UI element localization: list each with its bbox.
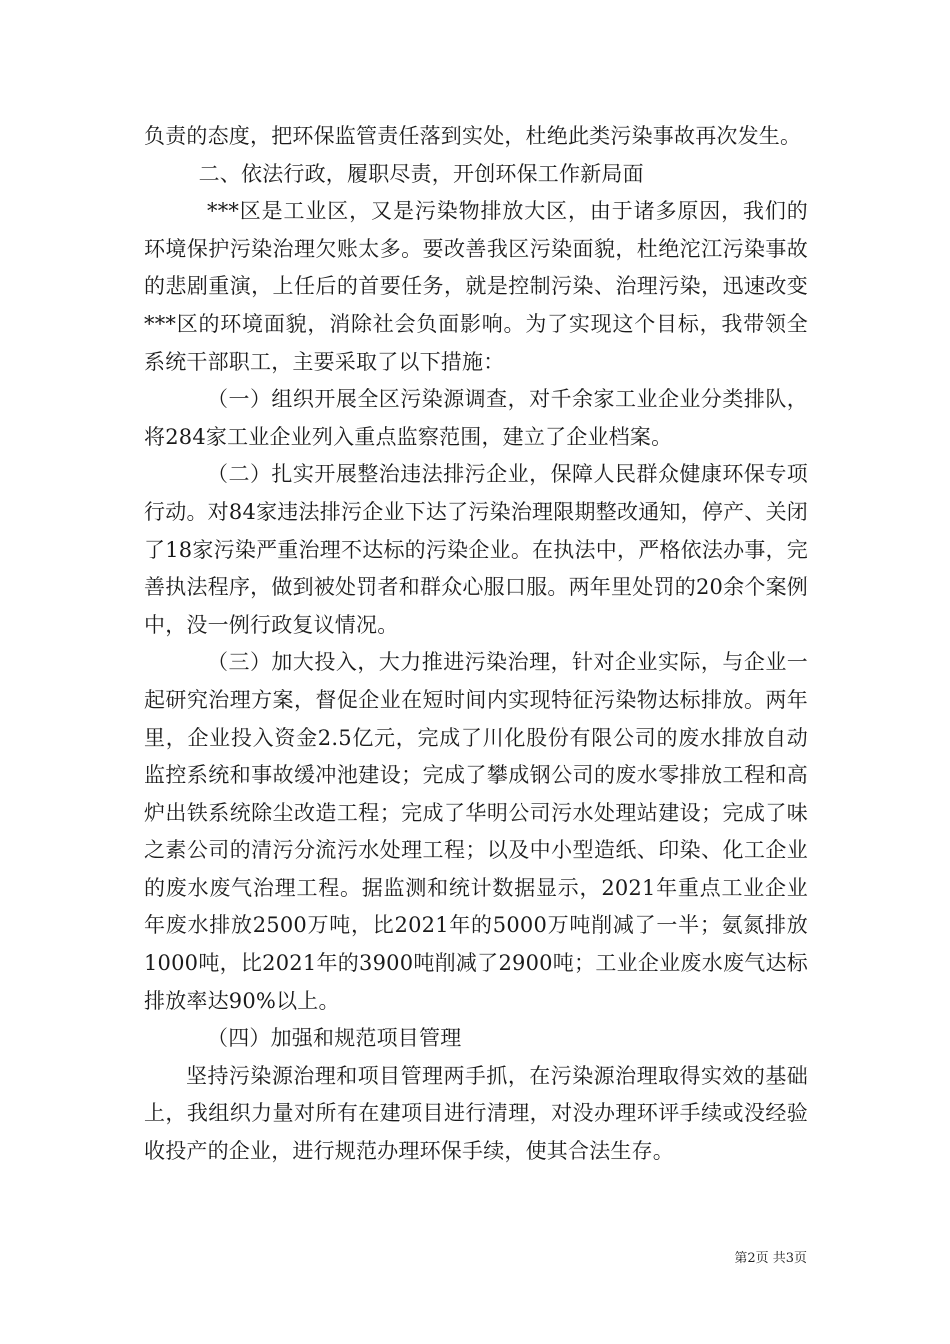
paragraph-intro: ***区是工业区，又是污染物排放大区，由于诸多原因，我们的环境保护污染治理欠账太多。要改善我区污染面貌，杜绝沱江污染事故的悲剧重演，上任后的首要任务，就是控制污染、治理污染，迅速改变***区的环境面貌，消除社会负面影响。为了实现这个目标，我带领全系统干部职工，主要采取了以下措施：	[144, 199, 808, 374]
paragraph-project-management: 坚持污染源治理和项目管理两手抓，在污染源治理取得实效的基础上，我组织力量对所有在建项目进行清理，对没办理环评手续或没经验收投产的企业，进行规范办理环保手续，使其合法生存。	[144, 1063, 808, 1164]
measure-item-3: （三）加大投入，大力推进污染治理，针对企业实际，与企业一起研究治理方案，督促企业在短时间内实现特征污染物达标排放。两年里，企业投入资金2.5亿元，完成了川化股份有限公司的废水排放自动监控系统和事故缓冲池建设；完成了攀成钢公司的废水零排放工程和高炉出铁系统除尘改造工程；完成了华明公司污水处理站建设；完成了味之素公司的清污分流污水处理工程；以及中小型造纸、印染、化工企业的废水废气治理工程。据监测和统计数据显示，2021年重点工业企业年废水排放2500万吨，比2021年的5000万吨削减了一半；氨氮排放1000吨，比2021年的3900吨削减了2900吨；工业企业废水废气达标排放率达90%以上。	[144, 650, 808, 1013]
measure-item-4-heading: （四）加强和规范项目管理	[207, 1026, 462, 1051]
measure-item-1: （一）组织开展全区污染源调查，对千余家工业企业分类排队，将284家工业企业列入重点监察范围，建立了企业档案。	[144, 387, 808, 449]
paragraph-continuation: 负责的态度，把环保监管责任落到实处，杜绝此类污染事故再次发生。	[144, 124, 802, 148]
document-body	[144, 118, 808, 1171]
page-number: 第2页 共3页	[734, 1251, 807, 1266]
section-heading: 二、依法行政，履职尽责，开创环保工作新局面	[198, 161, 644, 186]
measure-item-2: （二）扎实开展整治违法排污企业，保障人民群众健康环保专项行动。对84家违法排污企业下达了污染治理限期整改通知，停产、关闭了18家污染严重治理不达标的污染企业。在执法中，严格依法办事，完善执法程序，做到被处罚者和群众心服口服。两年里处罚的20余个案例中，没一例行政复议情况。	[144, 462, 808, 637]
